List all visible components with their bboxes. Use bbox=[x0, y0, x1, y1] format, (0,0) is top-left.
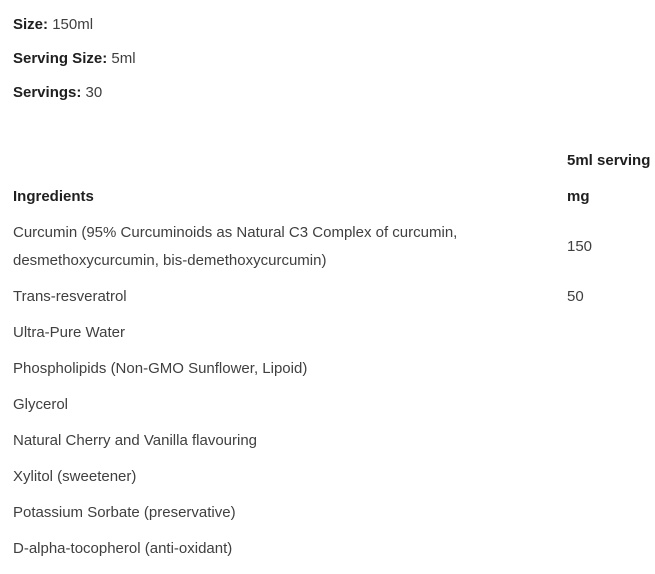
table-row bbox=[13, 351, 655, 387]
ingredient-name: Curcumin (95% Curcuminoids as Natural C3 Complex of curcumin, desmethoxycurcumin, bis-demethoxycurcumin) bbox=[13, 224, 458, 269]
ingredient-name: Natural Cherry and Vanilla flavouring bbox=[13, 432, 258, 449]
ingredient-amount bbox=[567, 423, 655, 459]
ingredient-amount: 150 bbox=[567, 238, 593, 255]
serving-size-line bbox=[13, 49, 645, 69]
ingredient-amount bbox=[567, 459, 655, 495]
table-row bbox=[13, 215, 655, 279]
ingredient-name-cell bbox=[13, 215, 567, 279]
size-line bbox=[13, 15, 645, 35]
size-label: Size: bbox=[13, 16, 49, 33]
table-row bbox=[13, 423, 655, 459]
ingredient-name-cell bbox=[13, 459, 567, 495]
ingredient-name: Phospholipids (Non-GMO Sunflower, Lipoid) bbox=[13, 360, 308, 377]
ingredient-amount bbox=[567, 315, 655, 351]
ingredient-name-cell bbox=[13, 531, 567, 567]
ingredient-amount bbox=[567, 495, 655, 531]
size-value: 150ml bbox=[52, 16, 94, 33]
ingredient-name-cell bbox=[13, 495, 567, 531]
ingredient-name: Xylitol (sweetener) bbox=[13, 468, 137, 485]
servings-label: Servings: bbox=[13, 84, 82, 101]
table-row bbox=[13, 531, 655, 567]
ingredient-name-cell bbox=[13, 351, 567, 387]
column-header-row bbox=[13, 179, 655, 215]
table-row bbox=[13, 495, 655, 531]
serving-header-row bbox=[13, 143, 655, 179]
ingredient-amount: 50 bbox=[567, 288, 584, 305]
ingredient-amount bbox=[567, 351, 655, 387]
serving-size-value: 5ml bbox=[111, 50, 136, 67]
ingredient-amount bbox=[567, 387, 655, 423]
ingredient-name: Trans-resveratrol bbox=[13, 288, 127, 305]
table-row bbox=[13, 279, 655, 315]
ingredients-table bbox=[13, 143, 655, 567]
ingredient-name: D-alpha-tocopherol (anti-oxidant) bbox=[13, 540, 233, 557]
serving-size-column-header: 5ml serving bbox=[567, 152, 651, 169]
servings-line bbox=[13, 83, 645, 103]
table-row bbox=[13, 315, 655, 351]
ingredient-name: Potassium Sorbate (preservative) bbox=[13, 504, 236, 521]
serving-header-spacer bbox=[13, 143, 567, 179]
table-row bbox=[13, 459, 655, 495]
table-row bbox=[13, 387, 655, 423]
ingredient-name: Ultra-Pure Water bbox=[13, 324, 125, 341]
ingredient-name-cell bbox=[13, 279, 567, 315]
ingredients-column-header: Ingredients bbox=[13, 188, 94, 205]
ingredient-name-cell bbox=[13, 315, 567, 351]
ingredient-name: Glycerol bbox=[13, 396, 69, 413]
ingredient-name-cell bbox=[13, 387, 567, 423]
servings-value: 30 bbox=[85, 84, 103, 101]
ingredient-name-cell bbox=[13, 423, 567, 459]
serving-size-label: Serving Size: bbox=[13, 50, 108, 67]
ingredient-amount bbox=[567, 531, 655, 567]
unit-column-header: mg bbox=[567, 188, 590, 205]
